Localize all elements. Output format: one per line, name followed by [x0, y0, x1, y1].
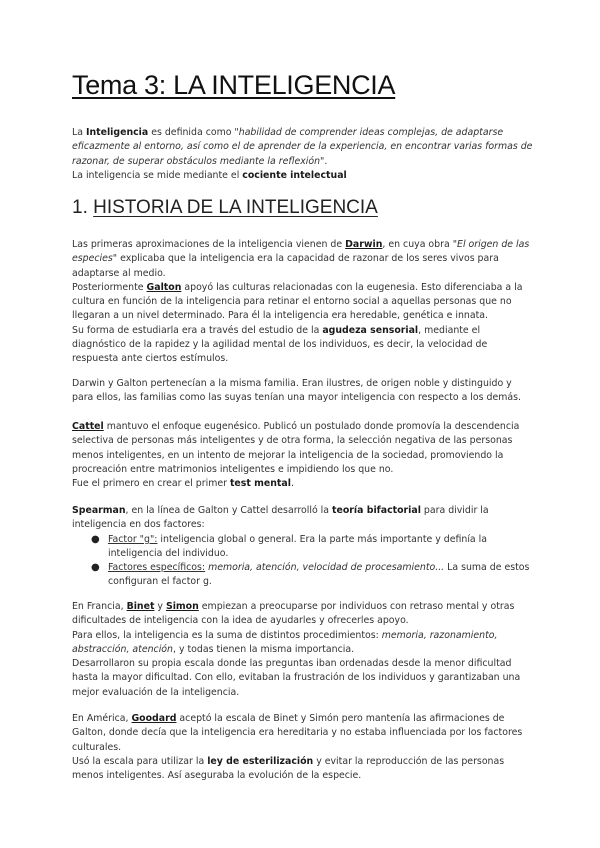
term-inteligencia: Inteligencia [85, 127, 149, 138]
definition-quote: habilidad de comprender ideas complejas, de adaptarse eficazmente al entorno, así como el de aprender de la experiencia, en encontrar varias formas de razonar, de superar obstáculos mediante la reflexión [72, 127, 533, 167]
text: , y todas tienen la misma importancia. [172, 643, 355, 655]
measure-paragraph [72, 169, 534, 183]
text: , mediante el diagnóstico de la rapidez y la agilidad mental de los individuos, es decir, la velocidad de respuesta ante ciertos estímulos. [72, 324, 488, 365]
text: empiezan a preocuparse por individuos con retraso mental y otras dificultades de inteligencia con la idea de ayudarles y ofrecerles apoyo. [72, 601, 515, 627]
section-heading-historia [72, 197, 378, 219]
name-binet: Binet [126, 601, 155, 612]
text: . [290, 478, 294, 490]
procedures-list: memoria, razonamiento, abstracción, atención [72, 629, 498, 655]
text: En América, [72, 713, 132, 724]
text: Las primeras aproximaciones de la inteligencia vienen de [72, 239, 346, 250]
spearman-block [72, 504, 534, 590]
binet-block [72, 600, 534, 700]
section-heading-text: HISTORIA DE LA INTELIGENCIA [93, 197, 378, 218]
text: La inteligencia se mide mediante el [72, 169, 243, 181]
factors-list [72, 533, 534, 590]
scale-paragraph: Desarrollaron su propia escala donde las preguntas iban ordenadas desde la menor dificultad hasta la mayor dificultad. Con ello, evitaban la frustración de los individuos y garantizaban una mejor evaluación de la inteligencia. [72, 658, 521, 698]
text: Posteriormente [72, 281, 147, 293]
text: explicaba que la inteligencia era la capacidad de razonar de los seres vivos para adaptarse al medio. [72, 253, 499, 279]
term-test-mental: test mental [229, 478, 291, 490]
bullet-icon: ● [91, 562, 100, 574]
term-ley-de-esterilizacion: ley de esterilización [207, 755, 314, 767]
text: para dividir la inteligencia en dos factores: [72, 505, 489, 531]
book-title: "El origen de las especies" [72, 239, 530, 265]
family-paragraph: Darwin y Galton pertenecían a la misma familia. Eran ilustres, de origen noble y distinguido y para ellos, las familias como las suyas tenían una mayor inteligencia con respecto a los demás. [72, 378, 521, 404]
intro-block [72, 126, 534, 183]
text: La suma de estos configuran el factor g. [108, 562, 530, 588]
name-cattel: Cattel [72, 421, 104, 432]
goodard-paragraph [72, 712, 534, 755]
text: ". [320, 155, 328, 167]
sterilization-paragraph [72, 755, 534, 784]
text: Para ellos, la inteligencia es la suma de distintos procedimientos: [72, 629, 382, 641]
test-mental-paragraph [72, 477, 534, 491]
term-teoria-bifactorial: teoría bifactorial [332, 505, 421, 516]
text: , en cuya obra [382, 239, 453, 250]
text: y [154, 601, 166, 612]
list-item [91, 533, 534, 562]
procedures-paragraph [72, 629, 534, 658]
specific-factors-examples: memoria, atención, velocidad de procesamiento... [205, 562, 445, 574]
list-item [91, 561, 534, 590]
text: inteligencia global o general. Era la parte más importante y definía la inteligencia del individuo. [108, 533, 488, 559]
text: Usó la escala para utilizar la [72, 755, 208, 767]
spearman-paragraph [72, 504, 534, 533]
darwin-galton-block [72, 238, 534, 367]
term-cociente-intelectual: cociente intelectual [242, 169, 347, 181]
definition-paragraph [72, 126, 534, 169]
text: , en la línea de Galton y Cattel desarrolló la [125, 505, 333, 516]
name-goodard: Goodard [131, 713, 177, 724]
factor-g-label: Factor "g": [108, 533, 158, 545]
section-number: 1. [72, 197, 94, 218]
term-agudeza-sensorial: agudeza sensorial [322, 324, 419, 336]
text: En Francia, [72, 601, 127, 612]
text: mantuvo el enfoque eugenésico. Publicó un postulado donde promovía la descendencia selectiva de personas más inteligentes y de otra forma, la selección negativa de las personas menos inteligentes, en un intento de mejorar la inteligencia de la sociedad, promoviendo la procreación entre matrimonios inteligentes e impidiendo los que no. [72, 421, 520, 475]
cattel-paragraph [72, 420, 534, 477]
goodard-block [72, 712, 534, 783]
name-galton: Galton [146, 281, 182, 293]
binet-paragraph [72, 600, 534, 629]
name-spearman: Spearman [72, 505, 126, 516]
galton-paragraph [72, 281, 534, 324]
page-title: Tema 3: LA INTELIGENCIA [72, 70, 396, 100]
name-darwin: Darwin [345, 239, 383, 250]
cattel-block [72, 420, 534, 491]
text: apoyó las culturas relacionadas con la eugenesia. Esto diferenciaba a la cultura en función de la inteligencia para retinar el entorno social a aquellas personas que no llegaran a un nivel determinado. Para él la inteligencia era heredable, genética e innata. [72, 281, 523, 322]
family-block [72, 377, 534, 406]
name-simon: Simon [165, 601, 199, 612]
text: y evitar la reproducción de las personas menos inteligentes. Así aseguraba la evolución de la especie. [72, 755, 505, 782]
galton-study-paragraph [72, 324, 534, 367]
text: La [72, 127, 86, 138]
factores-especificos-label: Factores específicos: [108, 562, 206, 574]
text: Su forma de estudiarla era a través del estudio de la [72, 324, 323, 336]
text: Fue el primero en crear el primer [72, 478, 230, 490]
bullet-icon: ● [91, 533, 100, 545]
text: aceptó la escala de Binet y Simón pero mantenía las afirmaciones de Galton, donde decía que la inteligencia era hereditaria y no estaba influenciada por los factores culturales. [72, 713, 523, 753]
text: es definida como " [148, 127, 239, 138]
darwin-paragraph [72, 238, 534, 281]
